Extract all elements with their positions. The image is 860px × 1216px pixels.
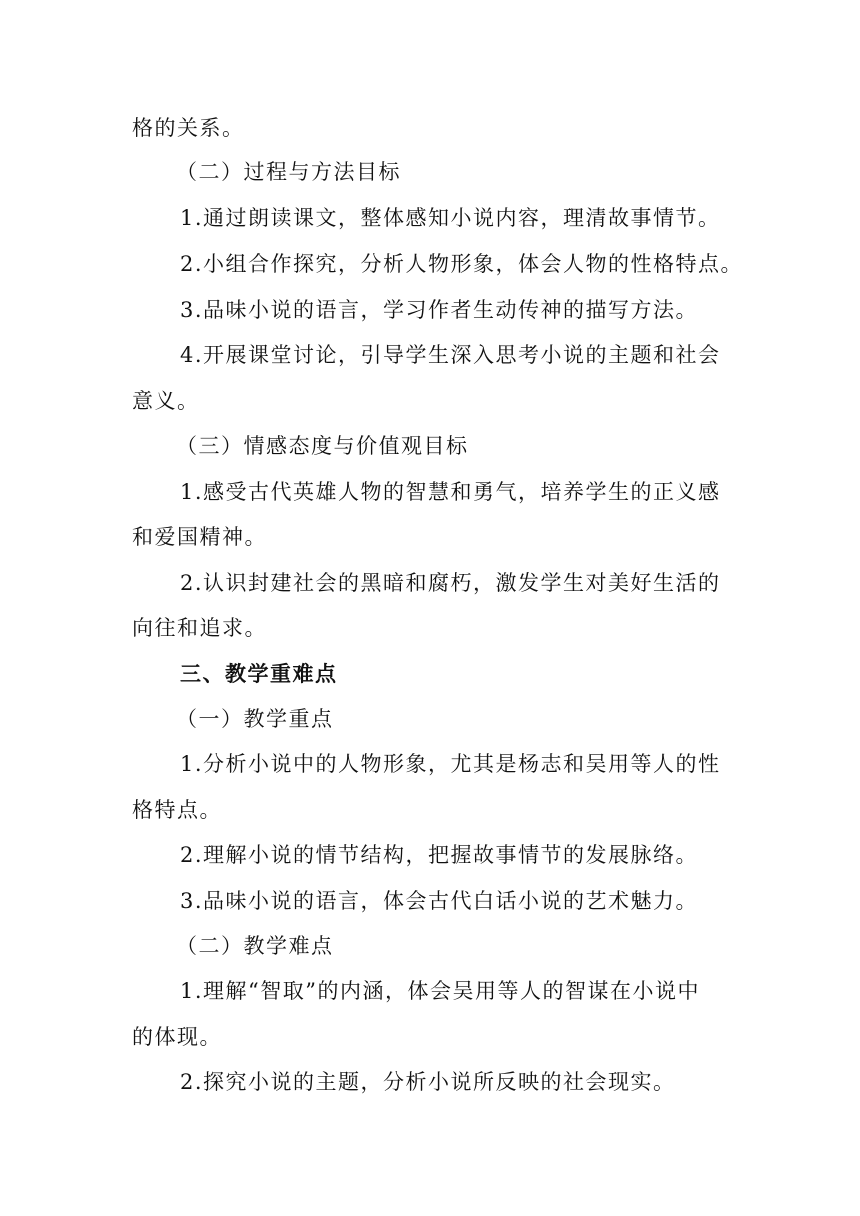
list-item-continuation: 格特点。 bbox=[132, 798, 222, 822]
list-item: 1.感受古代英雄人物的智慧和勇气，培养学生的正义感 bbox=[180, 480, 721, 504]
list-item-continuation: 的体现。 bbox=[132, 1025, 222, 1049]
list-item: 2.理解小说的情节结构，把握故事情节的发展脉络。 bbox=[180, 843, 699, 867]
section-heading: 三、教学重难点 bbox=[180, 661, 338, 686]
list-item: 3.品味小说的语言，体会古代白话小说的艺术魅力。 bbox=[180, 889, 699, 913]
list-item: 1.理解“智取”的内涵，体会吴用等人的智谋在小说中 bbox=[180, 979, 701, 1003]
list-item: 2.小组合作探究，分析人物形象，体会人物的性格特点。 bbox=[180, 252, 744, 276]
list-item-continuation: 意义。 bbox=[132, 389, 200, 413]
list-item: 1.通过朗读课文，整体感知小说内容，理清故事情节。 bbox=[180, 206, 721, 230]
subsection-heading: （二）教学难点 bbox=[176, 934, 334, 958]
list-item-continuation: 和爱国精神。 bbox=[132, 525, 267, 549]
subsection-heading: （三）情感态度与价值观目标 bbox=[176, 434, 469, 458]
list-item: 4.开展课堂讨论，引导学生深入思考小说的主题和社会 bbox=[180, 343, 721, 367]
list-item: 2.认识封建社会的黑暗和腐朽，激发学生对美好生活的 bbox=[180, 571, 721, 595]
paragraph-continuation: 格的关系。 bbox=[132, 116, 245, 140]
list-item-continuation: 向往和追求。 bbox=[132, 616, 267, 640]
subsection-heading: （二）过程与方法目标 bbox=[176, 160, 401, 184]
subsection-heading: （一）教学重点 bbox=[176, 707, 334, 731]
list-item: 1.分析小说中的人物形象，尤其是杨志和吴用等人的性 bbox=[180, 752, 721, 776]
list-item: 2.探究小说的主题，分析小说所反映的社会现实。 bbox=[180, 1070, 676, 1094]
list-item: 3.品味小说的语言，学习作者生动传神的描写方法。 bbox=[180, 298, 699, 322]
